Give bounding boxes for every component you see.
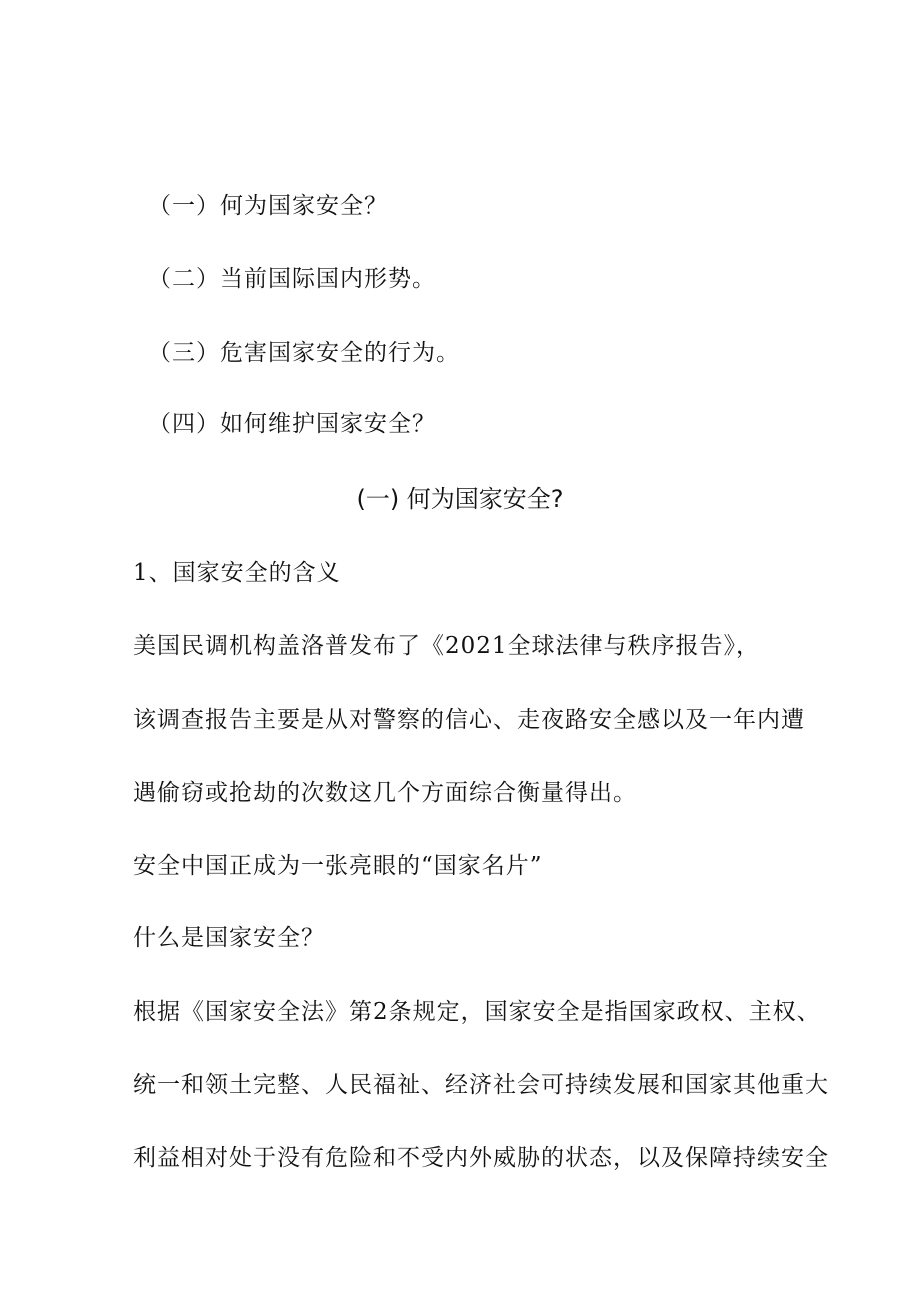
toc-item-2: （二）当前国际国内形势。 — [148, 266, 436, 292]
section-heading: (一) 何为国家安全? — [356, 485, 564, 513]
paragraph-line: 利益相对处于没有危险和不受内外威胁的状态，以及保障持续安全 — [133, 1145, 829, 1171]
toc-item-1: （一）何为国家安全？ — [148, 193, 388, 219]
toc-item-4: （四）如何维护国家安全？ — [148, 411, 436, 437]
paragraph-line: 安全中国正成为一张亮眼的“国家名片” — [133, 853, 543, 879]
paragraph-line: 什么是国家安全？ — [133, 925, 325, 951]
paragraph-line: 统一和领土完整、人民福祉、经济社会可持续发展和国家其他重大 — [133, 1072, 829, 1098]
subsection-heading: 1、国家安全的含义 — [133, 560, 341, 586]
paragraph-line: 根据《国家安全法》第2条规定，国家安全是指国家政权、主权、 — [133, 999, 821, 1025]
toc-item-3: （三）危害国家安全的行为。 — [148, 340, 460, 366]
paragraph-line: 遇偷窃或抢劫的次数这几个方面综合衡量得出。 — [133, 780, 637, 806]
paragraph-line: 美国民调机构盖洛普发布了《2021全球法律与秩序报告》， — [133, 633, 761, 659]
paragraph-line: 该调查报告主要是从对警察的信心、走夜路安全感以及一年内遭 — [133, 707, 805, 733]
